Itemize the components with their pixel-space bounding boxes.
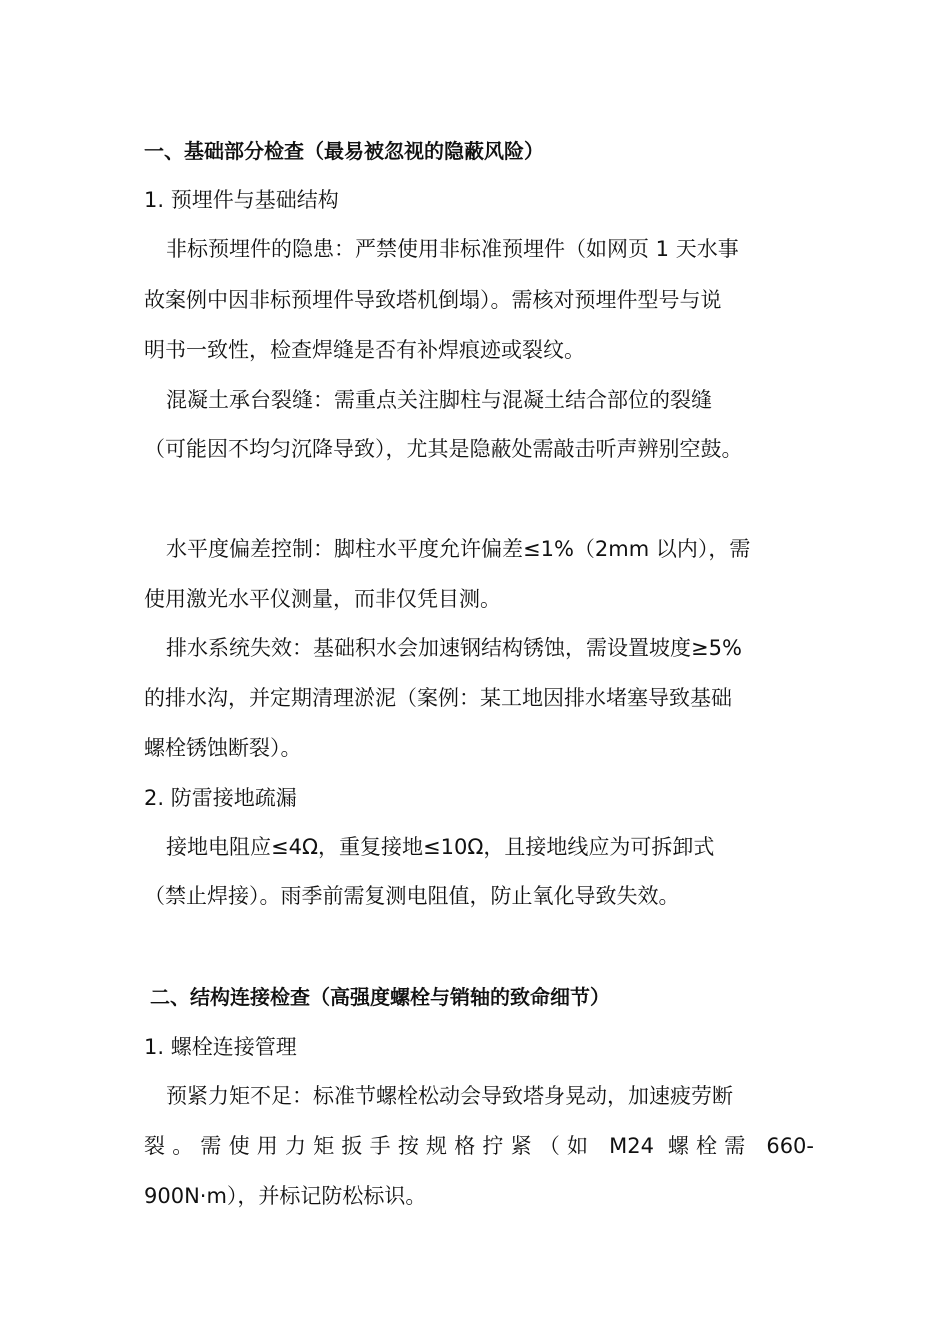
section-2-heading: 二、结构连接检查（高强度螺栓与销轴的致命细节）: [150, 985, 610, 1009]
section-1-sub-1-title: 1. 预埋件与基础结构: [144, 188, 339, 212]
paragraph-line: 明书一致性，检查焊缝是否有补焊痕迹或裂纹。: [144, 338, 585, 362]
paragraph-line: 裂。需使用力矩扳手按规格拧紧（如 M24 螺栓需 660-: [144, 1134, 814, 1158]
section-2-sub-1-title: 1. 螺栓连接管理: [144, 1035, 297, 1059]
paragraph-line: 的排水沟，并定期清理淤泥（案例：某工地因排水堵塞导致基础: [144, 686, 732, 710]
paragraph-line: 螺栓锈蚀断裂）。: [144, 736, 302, 760]
paragraph-line: 使用激光水平仪测量，而非仅凭目测。: [144, 587, 501, 611]
paragraph-line: 900N·m），并标记防松标识。: [144, 1184, 427, 1208]
paragraph-line: （可能因不均匀沉降导致），尤其是隐蔽处需敲击听声辨别空鼓。: [144, 437, 743, 461]
section-1-sub-2-title: 2. 防雷接地疏漏: [144, 786, 297, 810]
paragraph-line: 非标预埋件的隐患：严禁使用非标准预埋件（如网页 1 天水事: [166, 237, 739, 261]
paragraph-line: 排水系统失效：基础积水会加速钢结构锈蚀，需设置坡度≥5%: [166, 636, 742, 660]
paragraph-line: （禁止焊接）。雨季前需复测电阻值，防止氧化导致失效。: [144, 884, 680, 908]
section-1-heading: 一、基础部分检查（最易被忽视的隐蔽风险）: [144, 139, 544, 163]
paragraph-line: 预紧力矩不足：标准节螺栓松动会导致塔身晃动，加速疲劳断: [166, 1084, 733, 1108]
paragraph-line: 故案例中因非标预埋件导致塔机倒塌）。需核对预埋件型号与说: [144, 288, 722, 312]
paragraph-line: 混凝土承台裂缝：需重点关注脚柱与混凝土结合部位的裂缝: [166, 388, 712, 412]
paragraph-line: 水平度偏差控制：脚柱水平度允许偏差≤1%（2mm 以内），需: [166, 537, 751, 561]
paragraph-line: 接地电阻应≤4Ω，重复接地≤10Ω，且接地线应为可拆卸式: [166, 835, 715, 859]
